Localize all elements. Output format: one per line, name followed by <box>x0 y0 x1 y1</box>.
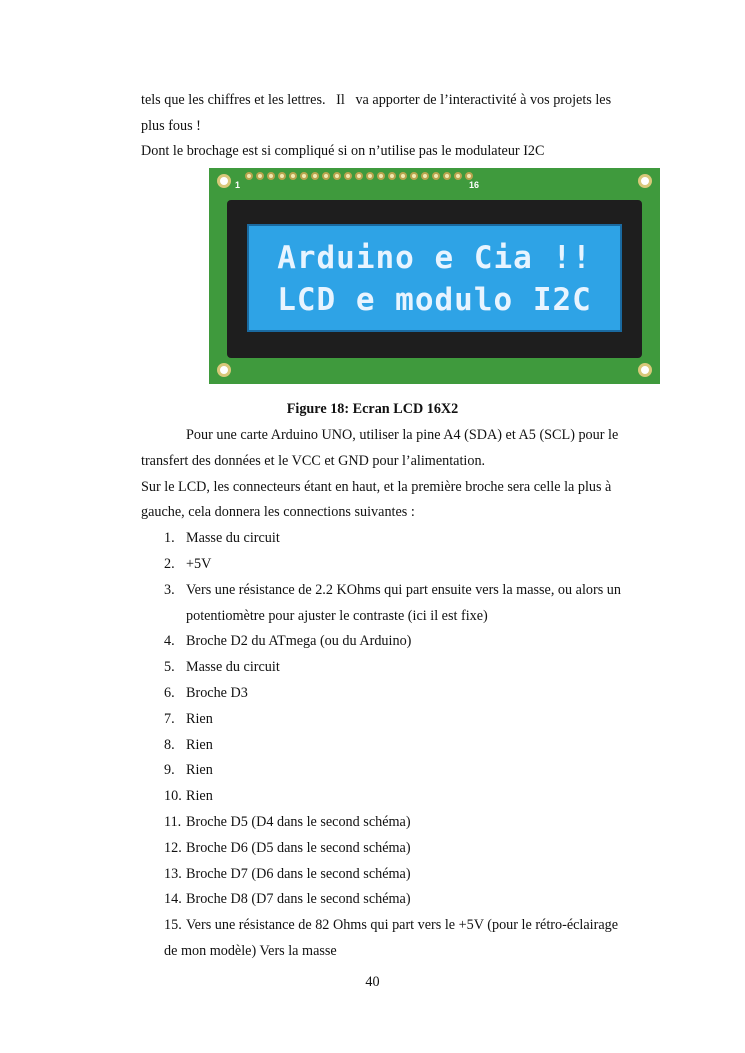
para1-line-1: Pour une carte Arduino UNO, utiliser la pine A4 (SDA) et A5 (SCL) pour le <box>186 427 619 443</box>
mounting-hole-top-left <box>217 174 231 188</box>
page-number: 40 <box>365 974 380 990</box>
pin-label-last: 16 <box>469 180 480 190</box>
para1-line-2: transfert des données et le VCC et GND pour l’alimentation. <box>141 453 486 469</box>
mounting-hole-bottom-right <box>638 363 652 377</box>
pin-label-first: 1 <box>235 180 241 190</box>
intro-line-3: Dont le brochage est si compliqué si on n’utilise pas le modulateur I2C <box>141 143 545 159</box>
figure-caption: Figure 18: Ecran LCD 16X2 <box>286 401 459 417</box>
lcd-text-line-2: LCD e modulo I2C <box>277 282 592 318</box>
mounting-hole-bottom-left <box>217 363 231 377</box>
intro-line-1: tels que les chiffres et les lettres. Il va apporter de l’interactivité à vos projets les <box>141 92 612 108</box>
lcd-text-line-1: Arduino e Cia !! <box>277 240 592 276</box>
intro-line-2: plus fous ! <box>141 118 201 134</box>
lcd-figure <box>209 168 660 384</box>
mounting-hole-top-right <box>638 174 652 188</box>
lcd-screen <box>247 224 622 332</box>
document-page: tels que les chiffres et les lettres. Il va apporter de l’interactivité à vos projets les plus fous ! Dont le brochage est si compliqué si on n’utilise pas le modulateur I2C 1 16 Arduino e Cia !! LCD e modulo I2C Figure 18: Ecran LCD 16X2 Pour une carte Arduino UNO, utiliser la pine A4 (SDA) et A5 (SCL) pour le transfert des données et le VCC et GND pour l’alimentation. Sur le LCD, les connecteurs étant en haut, et la première broche sera celle la plus à gauche, cela donnera les connections suivantes : 1. Masse du circuit 2. +5V 3. Vers une résistance de 2.2 KOhms qui part ensuite vers la masse, ou alors un potentiomètre pour ajuster le contraste (ici il est fixe) 4. Broche D2 du ATmega (ou du Arduino) 5. Masse du circuit 6. Broche D3 7. Rien 8. Rien 9. Rien 10. Rien 11. Broche D5 (D4 dans le second schéma) 12. Broche D6 (D5 dans le second schéma) 13. Broche D7 (D6 dans le second schéma) 14. Broche D8 (D7 dans le second schéma) 15. Vers une résistance de 82 Ohms qui part vers le +5V (pour le rétro-éclairage de mon modèle) Vers la masse 40 <box>0 0 745 1053</box>
para2-line-1: Sur le LCD, les connecteurs étant en haut, et la première broche sera celle la plus à <box>141 479 612 495</box>
para2-line-2: gauche, cela donnera les connections suivantes : <box>141 504 415 520</box>
